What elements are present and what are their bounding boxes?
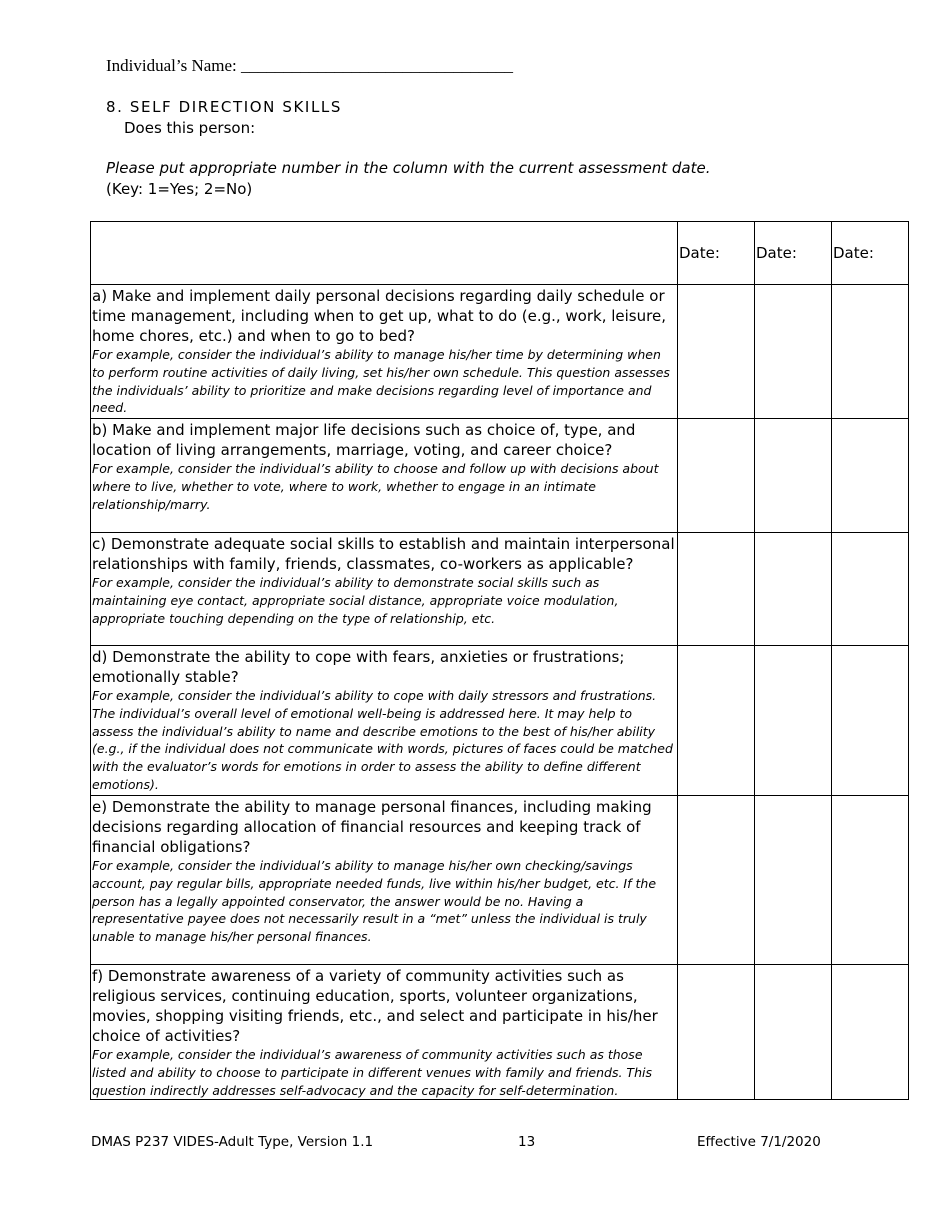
answer-cell-date-1[interactable] [678,965,755,1100]
table-row [91,646,909,796]
answer-cell-date-2[interactable] [755,285,832,419]
question-example: For example, consider the individual’s ability to manage his/her time by determining when to perform routine activities of daily living, set his/her own schedule. This question assesses the individuals’ ability to prioritize and make decisions regarding level of importance and need. [92,347,670,416]
answer-cell-date-3[interactable] [832,419,909,533]
table-row [91,285,909,419]
answer-cell-date-2[interactable] [755,796,832,965]
question-cell [91,419,678,533]
question-text: d) Demonstrate the ability to cope with fears, anxieties or frustrations; emotionally stable? [92,648,625,686]
answer-cell-date-3[interactable] [832,285,909,419]
question-example: For example, consider the individual’s awareness of community activities such as those listed and ability to choose to participate in different venues with family and friends. This question indirectly addresses self-advocacy and the capacity for self-determination. [92,1047,652,1098]
answer-cell-date-3[interactable] [832,796,909,965]
table-row [91,796,909,965]
individual-name-line: Individual’s Name: ________________________________ [106,56,514,75]
answer-cell-date-1[interactable] [678,533,755,646]
answer-cell-date-1[interactable] [678,285,755,419]
answer-cell-date-1[interactable] [678,646,755,796]
table-row [91,419,909,533]
answer-cell-date-3[interactable] [832,646,909,796]
question-example: For example, consider the individual’s ability to demonstrate social skills such as maintaining eye contact, appropriate social distance, appropriate voice modulation, appropriate touching depending on the type of relationship, etc. [92,575,619,626]
footer-page-number: 13 [518,1134,536,1150]
answer-cell-date-2[interactable] [755,419,832,533]
instruction-text: Please put appropriate number in the column with the current assessment date. [106,159,711,177]
answer-cell-date-1[interactable] [678,796,755,965]
question-cell [91,646,678,796]
question-example: For example, consider the individual’s ability to manage his/her own checking/savings account, pay regular bills, appropriate needed funds, live within his/her budget, etc. If the person has a legally appointed conservator, the answer would be no. Having a representative payee does not necessarily result in a “met” unless the individual is truly unable to manage his/her personal finances. [92,858,657,945]
date-header-3: Date: [832,222,909,285]
answer-cell-date-3[interactable] [832,965,909,1100]
table-row [91,965,909,1100]
answer-key: (Key: 1=Yes; 2=No) [106,180,253,198]
answer-cell-date-2[interactable] [755,646,832,796]
table-row [91,533,909,646]
question-cell [91,796,678,965]
question-cell [91,965,678,1100]
question-example: For example, consider the individual’s ability to cope with daily stressors and frustrations. The individual’s overall level of emotional well-being is addressed here. It may help to assess the individual’s ability to name and describe emotions to the best of his/her ability (e.g., if the individual does not communicate with words, pictures of faces could be matched with the evaluator’s words for emotions in order to assess the ability to define different emotions). [92,688,673,792]
question-text: f) Demonstrate awareness of a variety of community activities such as religious services, continuing education, sports, volunteer organizations, movies, shopping visiting friends, etc., and select and participate in his/her choice of activities? [92,967,658,1045]
section-subtitle: Does this person: [124,119,256,137]
question-cell [91,533,678,646]
footer-form-id: DMAS P237 VIDES-Adult Type, Version 1.1 [91,1134,374,1150]
date-header-2: Date: [755,222,832,285]
date-header-1: Date: [678,222,755,285]
question-cell [91,285,678,419]
answer-cell-date-2[interactable] [755,533,832,646]
assessment-table [90,221,909,1100]
question-text: e) Demonstrate the ability to manage personal finances, including making decisions regarding allocation of financial resources and keeping track of financial obligations? [92,798,652,856]
question-example: For example, consider the individual’s ability to choose and follow up with decisions about where to live, whether to vote, where to work, whether to engage in an intimate relationship/marry. [92,461,659,512]
section-title: 8. SELF DIRECTION SKILLS [106,98,342,116]
footer-effective-date: Effective 7/1/2020 [697,1134,821,1150]
answer-cell-date-3[interactable] [832,533,909,646]
answer-cell-date-2[interactable] [755,965,832,1100]
answer-cell-date-1[interactable] [678,419,755,533]
table-header-row [91,222,909,285]
question-text: a) Make and implement daily personal decisions regarding daily schedule or time management, including when to get up, what to do (e.g., work, leisure, home chores, etc.) and when to go to bed? [92,287,666,345]
question-header-cell [91,222,678,285]
question-text: c) Demonstrate adequate social skills to establish and maintain interpersonal relationships with family, friends, classmates, co-workers as applicable? [92,535,675,573]
question-text: b) Make and implement major life decisions such as choice of, type, and location of living arrangements, marriage, voting, and career choice? [92,421,636,459]
